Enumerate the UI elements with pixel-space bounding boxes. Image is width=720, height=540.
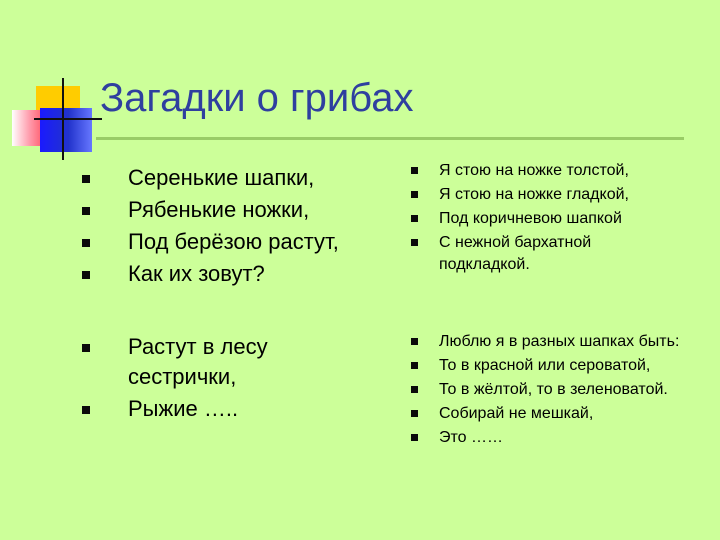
riddle-4-list: [411, 331, 711, 451]
list-item: [82, 195, 382, 225]
bullet-icon: [82, 239, 90, 247]
list-item: [82, 259, 382, 289]
list-item: [411, 379, 711, 401]
riddle-2-list: [82, 332, 382, 426]
bullet-icon: [411, 338, 418, 345]
riddle-line: Я стою на ножке толстой,: [439, 162, 629, 179]
riddle-line: Это ……: [439, 429, 503, 446]
title-underline: [96, 137, 684, 140]
list-item: [411, 403, 711, 425]
riddle-1-list: [82, 163, 382, 291]
riddle-line: Люблю я в разных шапках быть:: [439, 333, 680, 350]
riddle-line: Серенькие шапки,: [128, 165, 315, 190]
list-item: [82, 332, 328, 392]
list-item: [411, 160, 701, 182]
list-item: [411, 427, 711, 449]
riddle-line: Растут в лесу сестрички,: [128, 334, 268, 389]
list-item: [411, 208, 701, 230]
bullet-icon: [411, 215, 418, 222]
bullet-icon: [82, 406, 90, 414]
list-item: [411, 331, 689, 353]
riddle-line: Рябенькие ножки,: [128, 197, 310, 222]
bullet-icon: [411, 239, 418, 246]
bullet-icon: [82, 271, 90, 279]
list-item: [411, 232, 639, 276]
riddle-line: Я стою на ножке гладкой,: [439, 186, 629, 203]
bullet-icon: [82, 207, 90, 215]
riddle-line: С нежной бархатной подкладкой.: [439, 234, 592, 273]
list-item: [411, 184, 701, 206]
bullet-icon: [82, 344, 90, 352]
bullet-icon: [411, 191, 418, 198]
list-item: [411, 355, 711, 377]
bullet-icon: [411, 386, 418, 393]
bullet-icon: [411, 167, 418, 174]
decor-horizontal-line: [34, 118, 102, 120]
riddle-line: Собирай не мешкай,: [439, 405, 594, 422]
riddle-line: Под берёзою растут,: [128, 229, 339, 254]
list-item: [82, 163, 382, 193]
riddle-line: Под коричневою шапкой: [439, 210, 622, 227]
bullet-icon: [411, 434, 418, 441]
bullet-icon: [82, 175, 90, 183]
list-item: [82, 394, 382, 424]
riddle-line: Рыжие …..: [128, 396, 239, 421]
riddle-line: Как их зовут?: [128, 261, 265, 286]
riddle-line: То в красной или сероватой,: [439, 357, 651, 374]
bullet-icon: [411, 410, 418, 417]
riddle-line: То в жёлтой, то в зеленоватой.: [439, 381, 668, 398]
bullet-icon: [411, 362, 418, 369]
list-item: [82, 227, 382, 257]
slide-title: Загадки о грибах: [100, 76, 414, 120]
decor-blue-square: [40, 108, 92, 152]
riddle-3-list: [411, 160, 701, 278]
